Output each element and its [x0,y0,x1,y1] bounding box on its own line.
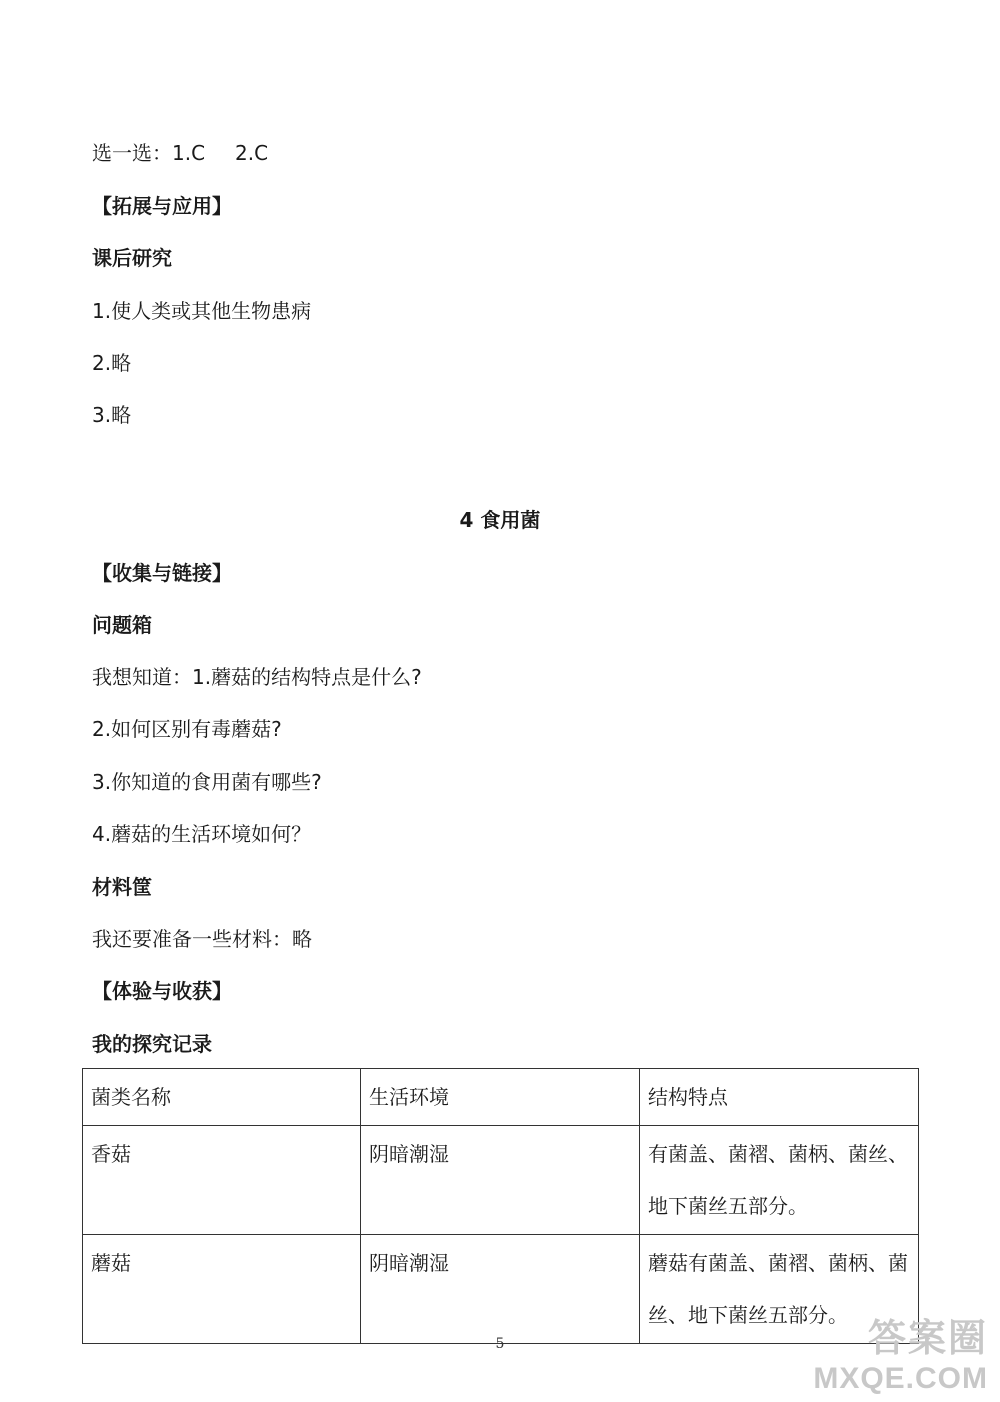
question-4: 4.蘑菇的生活环境如何？ [92,822,312,846]
table-cell: 蘑菇有菌盖、菌褶、菌柄、菌丝、地下菌丝五部分。 [640,1235,919,1344]
research-heading: 课后研究 [92,246,172,270]
choose-answers [92,139,268,167]
table-cell: 香菇 [83,1126,361,1235]
question-box-heading: 问题箱 [92,613,152,637]
table-cell: 阴暗潮湿 [361,1235,640,1344]
header-cell-structure: 结构特点 [640,1069,919,1126]
table-row [83,1235,919,1344]
table-cell: 有菌盖、菌褶、菌柄、菌丝、地下菌丝五部分。 [640,1126,919,1235]
record-table [82,1068,919,1344]
materials-text: 我还要准备一些材料：略 [92,927,312,951]
table-cell: 蘑菇 [83,1235,361,1344]
research-item-2: 2.略 [92,351,132,375]
table-header-row [83,1069,919,1126]
record-heading: 我的探究记录 [92,1032,212,1056]
question-2: 2.如何区别有毒蘑菇? [92,717,282,741]
choose-answer-1: 选一选：1.C [92,141,206,165]
watermark-logo [813,1307,988,1396]
choose-answer-2: 2.C [235,141,269,165]
collect-heading: 【收集与链接】 [92,561,232,585]
header-cell-name: 菌类名称 [83,1069,361,1126]
research-item-3: 3.略 [92,403,132,427]
experience-heading: 【体验与收获】 [92,979,232,1003]
materials-heading: 材料筐 [92,875,152,899]
research-item-1: 1.使人类或其他生物患病 [92,299,312,323]
watermark-top: 答案圈 [867,1318,988,1360]
watermark-bottom: MXQE.COM [813,1362,988,1395]
table-row [83,1126,919,1235]
chapter-title: 4 食用菌 [459,508,541,532]
question-3: 3.你知道的食用菌有哪些? [92,770,322,794]
table-cell: 阴暗潮湿 [361,1126,640,1235]
page-number: 5 [495,1336,505,1352]
question-1: 我想知道：1.蘑菇的结构特点是什么? [92,665,422,689]
extend-heading: 【拓展与应用】 [92,194,232,218]
header-cell-environment: 生活环境 [361,1069,640,1126]
